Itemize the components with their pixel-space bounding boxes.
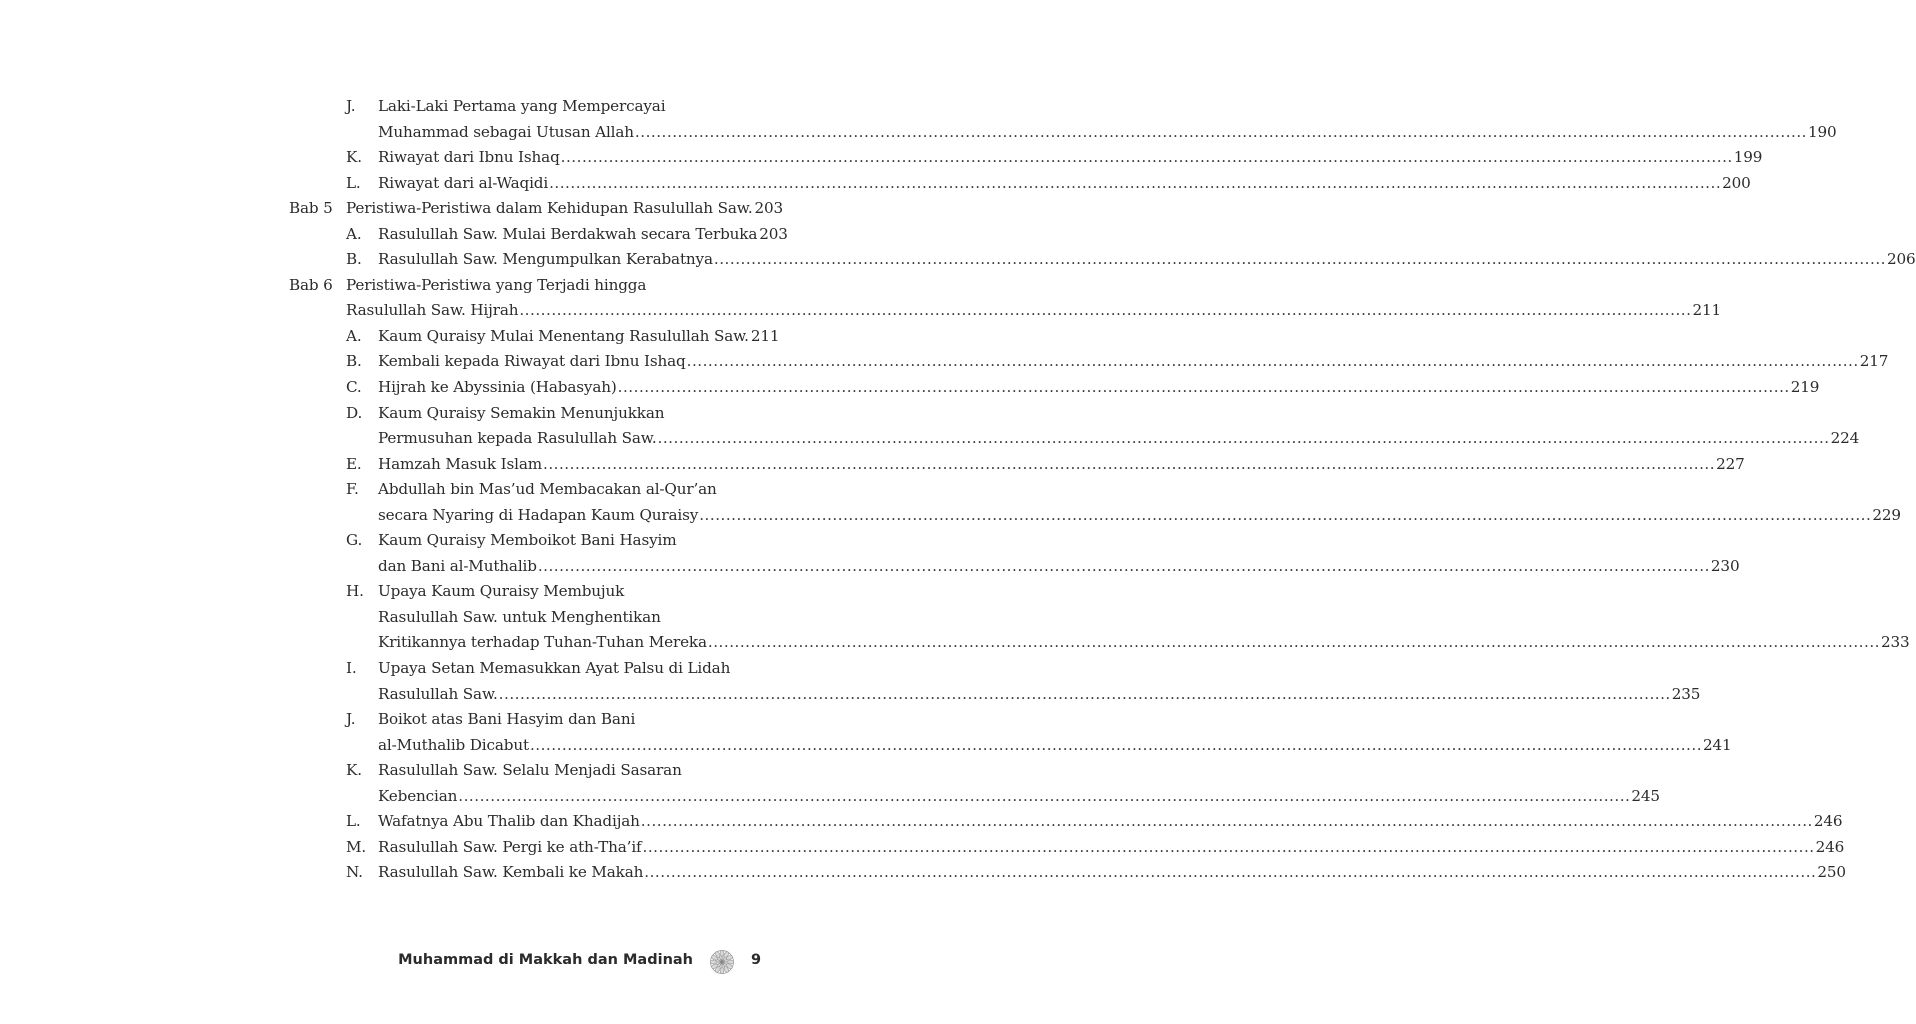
dot-leader: ............................................................................................................................................................................................................................ (634, 122, 1808, 141)
section-letter: J. (346, 97, 356, 115)
dot-leader: ............................................................................................................................................................................................................................ (640, 812, 1813, 831)
mandala-ornament-icon (709, 949, 735, 975)
page-reference: 217 (1859, 352, 1889, 371)
section-title: Kaum Quraisy Memboikot Bani Hasyim (378, 531, 677, 550)
section-title: Hijrah ke Abyssinia (Habasyah) (378, 378, 617, 397)
page-reference: 190 (1808, 122, 1837, 141)
dot-leader: ............................................................................................................................................................................................................................ (537, 556, 1710, 575)
toc-line (0, 605, 1024, 631)
section-title: Boikot atas Bani Hasyim dan Bani (378, 710, 636, 729)
section-letter: G. (346, 531, 363, 550)
section-letter: K. (346, 148, 362, 167)
section-title: Rasulullah Saw. Pergi ke ath-Tha’if (378, 837, 642, 856)
section-letter: J. (346, 710, 356, 729)
section-letter: A. (346, 326, 362, 345)
toc-line (0, 247, 1916, 273)
chapter-title: Peristiwa-Peristiwa dalam Kehidupan Rasulullah Saw. (346, 199, 753, 218)
section-title: Kritikannya terhadap Tuhan-Tuhan Mereka (378, 633, 707, 652)
page-reference: 246 (1815, 837, 1845, 856)
toc-line (0, 630, 1910, 656)
section-title: Abdullah bin Mas’ud Membacakan al-Qur’an (378, 480, 717, 499)
section-title: Permusuhan kepada Rasulullah Saw. (378, 429, 657, 448)
toc-line (0, 733, 1732, 759)
section-title: al-Muthalib Dicabut (378, 735, 529, 754)
page-reference: 199 (1733, 148, 1763, 167)
section-title: Riwayat dari al-Waqidi (378, 173, 549, 192)
section-letter: N. (346, 863, 363, 882)
toc-line (0, 528, 1024, 554)
section-title: Kaum Quraisy Semakin Menunjukkan (378, 403, 665, 422)
toc-line (0, 375, 1820, 401)
section-letter: K. (346, 761, 362, 780)
dot-leader: ............................................................................................................................................................................................................................ (657, 429, 1830, 448)
toc-line (0, 682, 1701, 708)
table-of-contents (0, 94, 1916, 886)
page-reference: 241 (1703, 735, 1732, 754)
dot-leader: ............................................................................................................................................................................................................................ (529, 735, 1703, 754)
page-reference: 229 (1872, 505, 1901, 524)
toc-line (0, 171, 1751, 197)
toc-line (0, 477, 1024, 503)
toc-line (0, 554, 1740, 580)
section-title: Kaum Quraisy Mulai Menentang Rasulullah Saw. (378, 326, 749, 345)
toc-line (0, 349, 1889, 375)
dot-leader: ............................................................................................................................................................................................................................ (543, 454, 1716, 473)
page-reference: 224 (1830, 429, 1860, 448)
toc-line (0, 145, 1763, 171)
section-title: Rasulullah Saw. Kembali ke Makah (378, 863, 644, 882)
dot-leader: ............................................................................................................................................................................................................................ (560, 148, 1733, 167)
dot-leader: ............................................................................................................................................................................................................................ (713, 250, 1886, 269)
dot-leader: ............................................................................................................................................................................................................................ (519, 301, 1692, 320)
section-title: Muhammad sebagai Utusan Allah (378, 122, 634, 141)
section-title: Wafatnya Abu Thalib dan Khadijah (378, 812, 640, 831)
section-title: Rasulullah Saw. untuk Menghentikan (378, 607, 661, 626)
section-letter: M. (346, 837, 367, 856)
page-reference: 235 (1671, 684, 1701, 703)
page-footer (0, 948, 1024, 976)
dot-leader: ............................................................................................................................................................................................................................ (699, 505, 1872, 524)
dot-leader: ............................................................................................................................................................................................................................ (707, 633, 1880, 652)
section-title: Kebencian (378, 786, 458, 805)
section-title: Rasulullah Saw. (378, 684, 498, 703)
page-reference: 219 (1790, 378, 1820, 397)
section-letter: L. (346, 173, 361, 192)
toc-line (0, 860, 1846, 886)
section-title: Upaya Kaum Quraisy Membujuk (378, 582, 625, 601)
toc-line (0, 120, 1837, 146)
running-footer-title: Muhammad di Makkah dan Madinah (398, 952, 693, 968)
toc-line (0, 707, 1024, 733)
dot-leader: ............................................................................................................................................................................................................................ (498, 684, 1671, 703)
toc-line (0, 835, 1845, 861)
section-title: Laki-Laki Pertama yang Mempercayai (378, 97, 666, 115)
toc-line (0, 273, 1024, 299)
dot-leader: ............................................................................................................................................................................................................................ (642, 837, 1815, 856)
toc-line (0, 222, 1024, 248)
toc-line (0, 94, 1024, 120)
section-letter: F. (346, 480, 359, 499)
section-title: Rasulullah Saw. Mengumpulkan Kerabatnya (378, 250, 713, 269)
page-reference: 230 (1710, 556, 1740, 575)
section-title: Riwayat dari Ibnu Ishaq (378, 148, 560, 167)
section-title: Hamzah Masuk Islam (378, 454, 542, 473)
section-letter: B. (346, 250, 362, 269)
chapter-title: Rasulullah Saw. Hijrah (346, 301, 519, 320)
toc-line (0, 656, 1024, 682)
toc-line (0, 784, 1660, 810)
section-letter: A. (346, 224, 362, 243)
page-reference: 250 (1817, 863, 1846, 882)
dot-leader: ............................................................................................................................................................................................................................ (549, 173, 1722, 192)
toc-line (0, 579, 1024, 605)
toc-line (0, 324, 1024, 350)
section-letter: L. (346, 812, 361, 831)
page-reference: 203 (754, 199, 784, 218)
toc-line (0, 758, 1024, 784)
page-reference: 200 (1722, 173, 1751, 192)
toc-line (0, 809, 1843, 835)
page-reference: 211 (750, 326, 780, 345)
section-letter: I. (346, 659, 357, 678)
chapter-label: Bab 5 (289, 199, 333, 218)
dot-leader: ............................................................................................................................................................................................................................ (458, 786, 1631, 805)
section-letter: H. (346, 582, 364, 601)
page-reference: 227 (1716, 454, 1745, 473)
toc-line (0, 196, 1024, 222)
section-letter: B. (346, 352, 362, 371)
dot-leader: ............................................................................................................................................................................................................................ (686, 352, 1859, 371)
section-title: secara Nyaring di Hadapan Kaum Quraisy (378, 505, 699, 524)
dot-leader: ............................................................................................................................................................................................................................ (644, 863, 1817, 882)
page-reference: 206 (1886, 250, 1916, 269)
toc-line (0, 401, 1024, 427)
page-reference: 211 (1692, 301, 1721, 320)
toc-line (0, 426, 1860, 452)
section-title: Rasulullah Saw. Selalu Menjadi Sasaran (378, 761, 682, 780)
page-reference: 233 (1880, 633, 1910, 652)
page-reference: 246 (1813, 812, 1843, 831)
toc-line (0, 503, 1901, 529)
page-reference: 245 (1631, 786, 1660, 805)
toc-line (0, 298, 1721, 324)
section-title: Upaya Setan Memasukkan Ayat Palsu di Lidah (378, 659, 731, 678)
section-title: Kembali kepada Riwayat dari Ibnu Ishaq (378, 352, 686, 371)
dot-leader: ............................................................................................................................................................................................................................ (617, 378, 1790, 397)
section-letter: D. (346, 403, 363, 422)
page-number: 9 (751, 952, 762, 968)
chapter-title: Peristiwa-Peristiwa yang Terjadi hingga (346, 275, 647, 294)
section-title: Rasulullah Saw. Mulai Berdakwah secara Terbuka (378, 224, 758, 243)
toc-line (0, 452, 1745, 478)
chapter-label: Bab 6 (289, 275, 333, 294)
section-letter: E. (346, 454, 362, 473)
section-letter: C. (346, 378, 362, 397)
page-reference: 203 (759, 224, 788, 243)
section-title: dan Bani al-Muthalib (378, 556, 537, 575)
